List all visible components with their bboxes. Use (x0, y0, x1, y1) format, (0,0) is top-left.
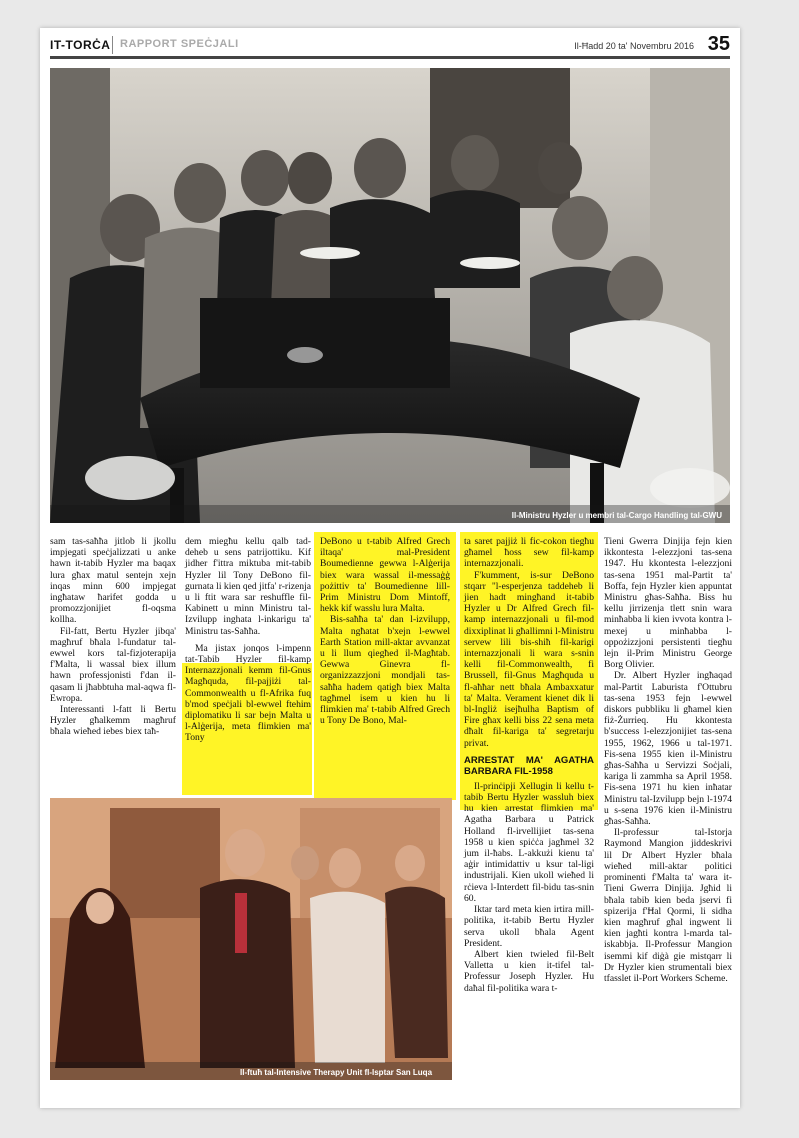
col4-paragraph: Albert kien twieled fil-Belt Valletta u kien it-tifel tal-Professur Joseph Hyzler. Hu daħal fil-politika wara t- (464, 948, 594, 994)
header-divider (112, 36, 113, 54)
meeting-photo (50, 68, 730, 523)
column-1 (50, 536, 176, 738)
col4-paragraph: Il-prinċipji Xellugin li kellu t-tabib Bertu Hyzler wassluh biex hu kien arrestat flimkien ma' Agatha Barbara u Patrick Holland fl-irvellijiet tas-sena 1958 u kien spiċċa jagħmel 32 jum il-ħabs. L-akkużi kienu ta' aġir intimidattiv u ksur tal-ligi industrijali. Kien ukoll wieħed li rċieva l-Interdett fil-bidu tas-snin 60. (464, 780, 594, 904)
section-label: RAPPORT SPEĊJALI (120, 38, 239, 50)
issue-date: Il-Ħadd 20 ta' Novembru 2016 (574, 41, 694, 51)
col5-paragraph: Dr. Albert Hyzler ingħaqad mal-Partit Laburista f'Ottubru tas-sena 1953 fejn l-ewwel diskors pubbliku li għamel kien fiż-Żurrieq. Hu kkontesta b'success l-elezzjonijiet tas-sena 1955, 1962, 1966 u tal-1971. Fis-sena 1955 kien il-Ministru għas-Saħħa u Servizzi Soċjali, kariga li zammha sa April 1958. Fis-sena 1971 hu kien inħatar Ministru tal-Izvilupp bejn l-1974 u s-sena 1976 kien il-Ministru għas-Saħħa. (604, 670, 732, 828)
col4-paragraph: F'kumment, is-sur DeBono stqarr "l-esperjenza taddeheb li jien hadt mingħand it-tabib Hyzler u Dr Alfred Grech fil-kamp internazzjonali u fil-mod dixxiplinat li għallimni l-Ministru servew lili bis-shiħ fil-karigi internazzjonali li wara s-snin kelli fil-Commonwealth, fi Brussell, fil-Gnus Magħquda u fl-aħħar nett bħala Ambaxxatur ta' Malta. Verament kienet dik li bl-Ingliż isejħulha Baptism of Fire għax kelli biss 22 sena meta dħalt fil-kariga ta' segretarju privat. (464, 569, 594, 749)
col2-paragraph: Ma jistax jonqos l-impenn tat-Tabib Hyzler fil-kamp Internazzjonali kemm fil-Gnus Magħquda, fil-pajjiżi tal-Commonwealth u fl-Afrika fuq b'mod speċjali bl-ewwel ftehim diplomatiku li sar bejn Malta u l-Alġerija, meta flimkien ma' Tony (185, 642, 311, 744)
section-subheading: ARRESTAT MA' AGATHA BARBARA FIL-1958 (464, 754, 594, 777)
hospital-photo-illustration (50, 798, 452, 1080)
col1-paragraph: Interessanti l-fatt li Bertu Hyzler għalkemm magħruf bħala wieħed iebes biex taħ- (50, 704, 176, 738)
column-5 (604, 536, 732, 984)
col4-paragraph: Iktar tard meta kien irtira mill-politika, it-tabib Bertu Hyzler serva ukoll bħala Agent President. (464, 904, 594, 949)
col3-paragraph: DeBono u t-tabib Alfred Grech iltaqa' mal-President Boumedienne gewwa l-Alġerija biex wara wassal il-messaġġ pożittiv ta' Boumedienne lill-Prim Ministru Dom Mintoff, hekk kif wasslu lura Malta. (320, 536, 450, 615)
top-photo-caption: Il-Ministru Hyzler u membri tal-Cargo Handling tal-GWU (511, 511, 722, 520)
column-4 (464, 536, 594, 994)
page-number: 35 (707, 33, 730, 55)
col5-paragraph: Tieni Gwerra Dinjija fejn kien ikkontesta l-elezzjoni tas-sena 1947. Hu kkontesta l-elezzjoni tas-sena 1951 mal-Partit ta' Boffa, fejn Hyzler kien appuntat Ministru għas-Saħħa. Biss hu kellu jirrizenja tlett snin wara minħabba li kien ivvota kontra l-mexej u minħabba l-oppożizzjoni persistenti tiegħu lejn il-Prim Ministru George Borg Olivier. (604, 536, 732, 671)
col2-paragraph: dem miegħu kellu qalb tad-deheb u sens patrijottiku. Kif jidher f'ittra miktuba mit-tabib Hyzler lil Tony DeBono fil-gurnata li kien qed jitfa' r-rizenja u li ftit wara sar reshuffle fil-Kabinett u minn Ministru tal-Izvilupp inghata l-inkarigu ta' Ministru tas-Saħħa. (185, 536, 311, 637)
column-3 (320, 536, 450, 726)
page-header (50, 33, 730, 59)
hospital-opening-photo (50, 798, 452, 1080)
publication-name: IT-TORĊA (50, 38, 111, 52)
bottom-photo-caption: Il-ftuħ tal-Intensive Therapy Unit fl-Isptar San Luqa (240, 1068, 433, 1077)
col3-paragraph: Bis-saħħa ta' dan l-izvilupp, Malta ngħatat b'xejn l-ewwel Earth Station mill-aktar avvanzat u li llum qiegħed il-Magħtab. Gewwa Ginevra fl-organizzazzjoni mondjali tas-saħħa hadem qatigħ biex Malta tagħmel isem u kien hu li flimkien ma' t-tabib Alfred Grech u Tony De Bono, Mal- (320, 614, 450, 727)
col1-paragraph: sam tas-saħħa jitlob li jkollu impjegati speċjalizzati u anke hawn it-tabib Hyzler ma baqax lura għax matul sentejn xejn inqas minn 600 impjegat ingħataw ħarifet godda u promozzjonijiet fl-oqsma kollha. (50, 536, 176, 626)
col5-paragraph: Il-professur tal-Istorja Raymond Mangion jiddeskrivi lil Dr Albert Hyzler bħala wieħed mill-aktar politici prominenti f'Malta ta' wara it-Tieni Gwerra Dinjija. Jgħid li bħala tabib kien beda jservi fi spizerija f'Ħal Qormi, li sidha kien magħruf għal ingwent li kien jagħti kontra l-marda tal-iskabbja. Il-Professur Mangion isemmi kif diġà gie mistqarr li Dr Hyzler kien strumentali biex tfasslet il-Port Workers Scheme. (604, 827, 732, 984)
col1-paragraph: Fil-fatt, Bertu Hyzler jibqa' magħruf bħala l-fundatur tal-ewwel kors tal-fizjoterapija f'Malta, li wassal biex illum hawn professjonisti f'dan il-qasam li jħabbtuha mal-aqwa fl-Ewropa. (50, 625, 176, 704)
column-2 (185, 536, 311, 744)
col4-paragraph: ta saret pajjiż li fic-cokon tiegħu għamel ħoss sew fil-kamp internazzjonali. (464, 536, 594, 570)
meeting-photo-illustration (50, 68, 730, 523)
newspaper-page (40, 28, 740, 1108)
